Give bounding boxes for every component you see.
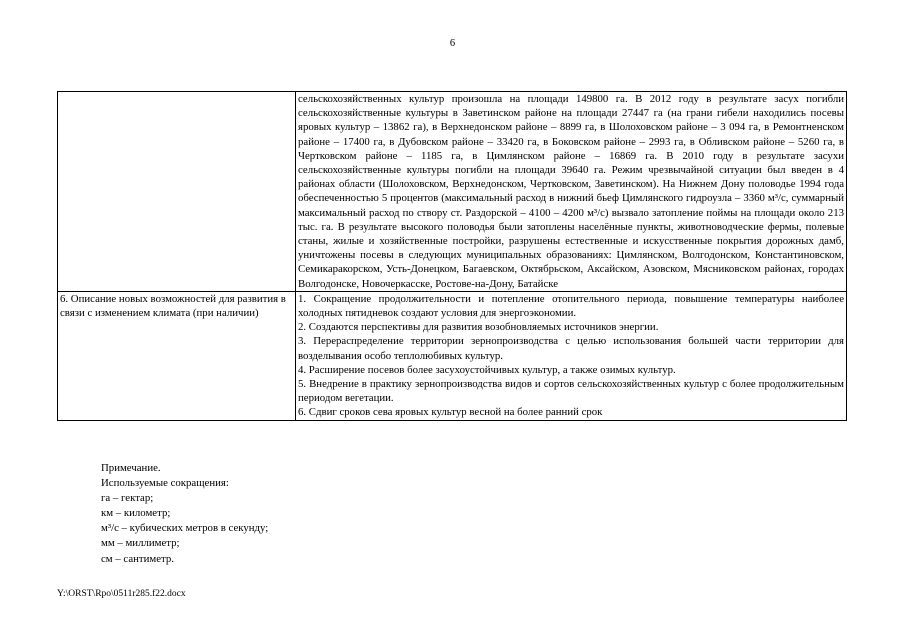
notes-section — [101, 461, 268, 567]
list-item: 1. Сокращение продолжительности и потепление отопительного периода, повышение температуры наиболее холодных пятидневок создают условия для энергоэкономии. — [298, 292, 844, 320]
list-item: 6. Сдвиг сроков сева яровых культур весной на более ранний срок — [298, 406, 603, 419]
abbreviation-item: м³/с – кубических метров в секунду; — [101, 522, 269, 535]
table-cell-empty — [58, 92, 296, 292]
table-cell-flood-drought-text: сельскохозяйственных культур произошла на площади 149800 га. В 2012 году в результате засух погибли сельскохозяйственные культуры в Заветинском районе на площади 27447 га (на грани гибели находились посевы яровых культур – 13862 га), в Верхнедонском районе – 8899 га, в Шолоховском районе – 3 094 га, в Ремонтненском районе – 17400 га, в Дубовском районе – 33420 га, в Боковском районе – 2993 га, в Обливском районе – 5260 га, в Чертковском районе – 1185 га, в Цимлянском районе – 16869 га. В 2010 году в результате засухи сельскохозяйственные культуры погибли на площади 39640 га. Режим чрезвычайной ситуации был введен в 4 районах области (Шолоховском, Верхнедонском, Чертковском, Заветинском). На Нижнем Дону половодье 1994 года обеспеченностью 5 процентов (максимальный расход в нижний бьеф Цимлянского гидроузла – 3360 м³/с, суммарный максимальный расход по створу ст. Раздорской – 4100 – 4200 м³/с) вызвало затопление поймы на площади около 213 тыс. га. В результате высокого половодья были затоплены населённые пункты, животноводческие фермы, полевые станы, жилые и хозяйственные постройки, разрушены естественные и искусственные покрытия дорожных дамб, уничтожены посевы в следующих муниципальных образованиях: Цимлянском, Волгодонском, Константиновском, Семикаракорском, Усть-Донецком, Багаевском, Октябрьском, Аксайском, Азовском, Мясниковском районах, городах Волгодонске, Новочеркасске, Ростове-на-Дону, Батайске — [296, 92, 847, 292]
table-cell-opportunities-list — [296, 291, 847, 420]
abbreviation-item: мм – миллиметр; — [101, 537, 180, 550]
notes-title: Примечание. — [101, 462, 161, 474]
abbreviation-item: га – гектар; — [101, 492, 154, 505]
table-row — [58, 291, 847, 420]
abbreviation-item: км – километр; — [101, 507, 171, 520]
table-cell-new-opportunities-label: 6. Описание новых возможностей для развития в связи с изменением климата (при наличии) — [58, 291, 296, 420]
list-item: 5. Внедрение в практику зернопроизводства видов и сортов сельскохозяйственных культур с более продолжительным периодом вегетации. — [298, 378, 844, 405]
list-item: 3. Перераспределение территории зернопроизводства с целью использования большей части территории для возделывания особо теплолюбивых культур. — [298, 335, 844, 362]
info-table — [57, 91, 847, 421]
page-number: 6 — [449, 38, 456, 49]
list-item: 2. Создаются перспективы для развития возобновляемых источников энергии. — [298, 321, 659, 334]
file-path-footer: Y:\ORST\Rpo\0511r285.f22.docx — [57, 589, 186, 599]
list-item: 4. Расширение посевов более засухоустойчивых культур, а также озимых культур. — [298, 363, 676, 376]
table-row — [58, 92, 847, 292]
abbreviation-item: см – сантиметр. — [101, 552, 174, 565]
notes-subtitle: Используемые сокращения: — [101, 477, 229, 490]
